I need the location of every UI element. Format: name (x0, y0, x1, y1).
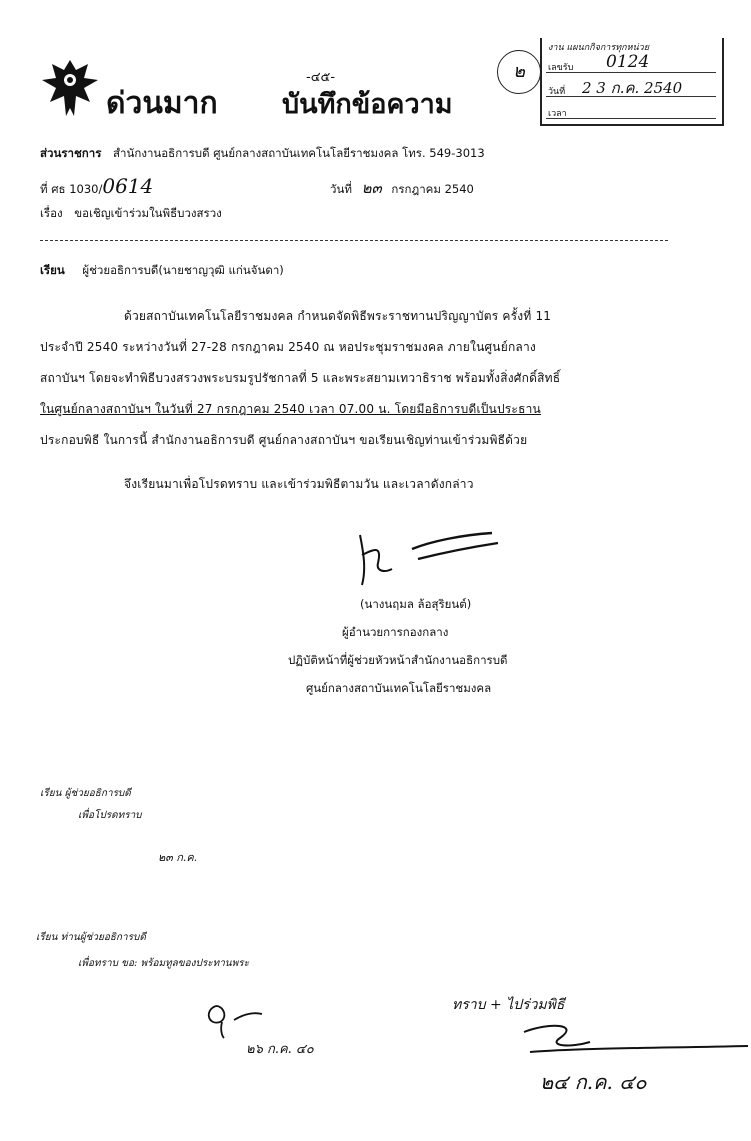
handwritten-note-2-line-2: เพื่อทราบ ขอ: พร้อมทูลของประทานพระ (78, 958, 249, 969)
handwritten-note-4-date: ๒๔ ก.ค. ๔๐ (540, 1070, 647, 1094)
handwritten-note-1-line-1: เรียน ผู้ช่วยอธิการบดี (40, 788, 131, 799)
stamp-date-label: วันที่ (548, 87, 566, 97)
body-line-2: ประจำปี 2540 ระหว่างวันที่ 27-28 กรกฎาคม 2540 ณ หอประชุมราชมงคล ภายในศูนย์กลาง (40, 340, 536, 354)
salutation (40, 262, 284, 280)
signature-icon (352, 515, 502, 590)
stamp-date-value: 2 3 ก.ค. 2540 (582, 79, 683, 97)
date-line (330, 176, 474, 200)
stamp-time-label: เวลา (548, 109, 567, 119)
subject-label: เรื่อง (40, 206, 63, 220)
separator-line (40, 240, 668, 241)
ref-label: ที่ ศธ 1030/ (40, 182, 103, 196)
body-line-1: ด้วยสถาบันเทคโนโลยีราชมงคล กำหนดจัดพิธีพระราชทานปริญญาบัตร ครั้งที่ 11 (124, 309, 552, 323)
date-rest: กรกฎาคม 2540 (391, 182, 474, 196)
document-title: บันทึกข้อความ (282, 89, 453, 120)
handwritten-note-2-line-1: เรียน ท่านผู้ช่วยอธิการบดี (36, 932, 146, 943)
handwritten-note-1-line-2: เพื่อโปรดทราบ (78, 810, 142, 821)
body-line-3: สถาบันฯ โดยจะทำพิธีบวงสรวงพระบรมรูปรัชกาลที่ 5 และพระสยามเทวาธิราช พร้อมทั้งสิ่งศักดิ์สิทธิ์ (40, 371, 561, 385)
handwritten-note-3-date: ๒๖ ก.ค. ๔๐ (246, 1042, 314, 1057)
body-line-5: ประกอบพิธี ในการนี้ สำนักงานอธิการบดี ศูนย์กลางสถาบันฯ ขอเรียนเชิญท่านเข้าร่วมพิธีด้วย (40, 433, 528, 447)
initials-signature-icon (200, 1000, 270, 1040)
approver-signature-icon (520, 1018, 750, 1068)
circle-number: ๒ (497, 50, 541, 94)
stamp-reg-value: 0124 (606, 52, 650, 72)
stamp-reg-label: เลขรับ (548, 63, 574, 73)
agency-value: สำนักงานอธิการบดี ศูนย์กลางสถาบันเทคโนโลยีราชมงคล โทร. 549-3013 (113, 146, 485, 160)
date-day: ๒๓ (361, 179, 382, 197)
salutation-value: ผู้ช่วยอธิการบดี(นายชาญวุฒิ แก่นจันดา) (82, 263, 284, 277)
subject-value: ขอเชิญเข้าร่วมในพิธีบวงสรวง (74, 206, 222, 220)
date-label: วันที่ (330, 182, 352, 196)
signatory-name: (นางนฤมล ล้อสุริยนต์) (360, 597, 472, 611)
receipt-stamp (540, 38, 724, 126)
garuda-emblem-icon (40, 58, 100, 120)
page-number: -๔๕- (306, 70, 336, 85)
handwritten-note-4-line-1: ทราบ + ไปร่วมพิธี (452, 997, 565, 1013)
signatory-position-2: ปฏิบัติหน้าที่ผู้ช่วยหัวหน้าสำนักงานอธิการบดี (288, 653, 508, 667)
agency-label: ส่วนราชการ (40, 146, 102, 160)
reference-line (40, 174, 153, 199)
subject-line (40, 205, 222, 223)
ref-value: 0614 (102, 174, 154, 198)
closing-line: จึงเรียนมาเพื่อโปรดทราบ และเข้าร่วมพิธีตามวัน และเวลาดังกล่าว (124, 477, 474, 491)
body-line-4: ในศูนย์กลางสถาบันฯ ในวันที่ 27 กรกฎาคม 2540 เวลา 07.00 น. โดยมีอธิการบดีเป็นประธาน (40, 402, 541, 416)
stamp-top-line: งาน แผนกกิจการทุกหน่วย (548, 43, 649, 53)
handwritten-note-1-date: ๒๓ ก.ค. (158, 851, 198, 864)
urgent-logo-text: ด่วนมาก (106, 86, 218, 121)
signatory-position-3: ศูนย์กลางสถาบันเทคโนโลยีราชมงคล (306, 681, 492, 695)
signatory-position-1: ผู้อำนวยการกองกลาง (342, 625, 449, 639)
agency-line (40, 145, 485, 163)
salutation-label: เรียน (40, 263, 65, 277)
